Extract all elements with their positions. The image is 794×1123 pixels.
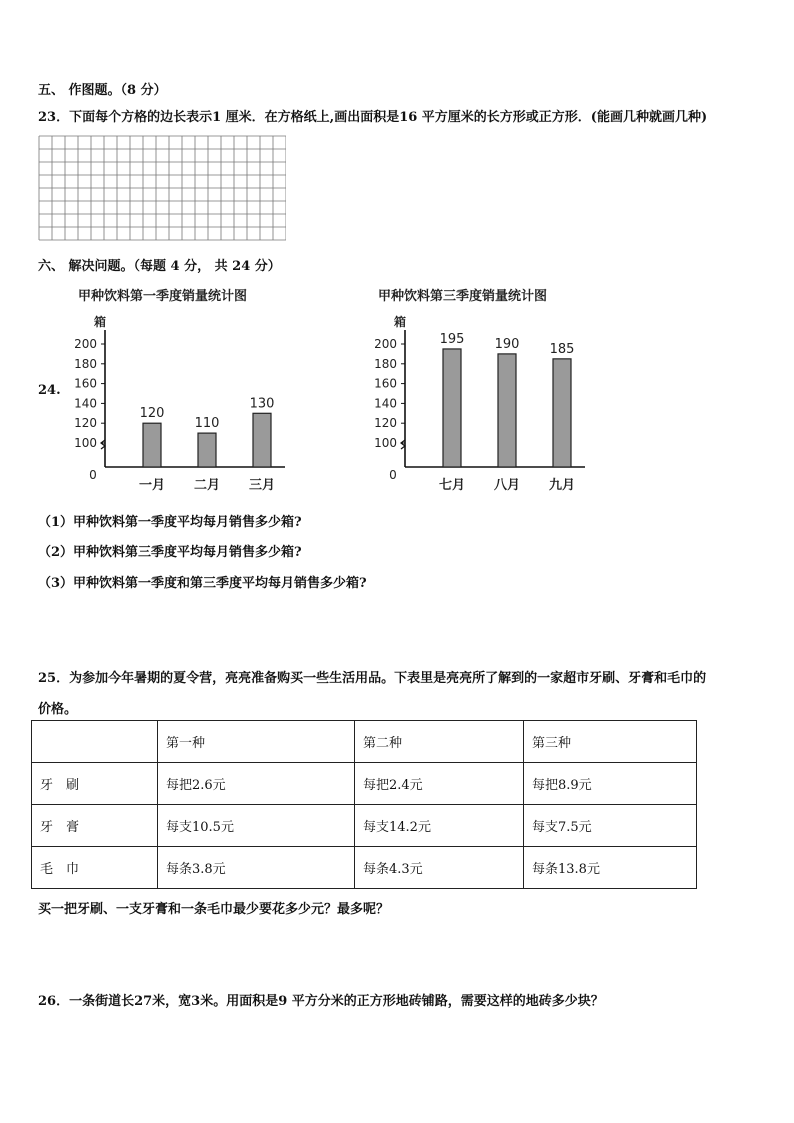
bar — [498, 354, 516, 467]
bar — [553, 359, 571, 467]
table-cell: 每条3.8元 — [158, 847, 355, 889]
table-cell: 每条4.3元 — [355, 847, 524, 889]
y-tick-label: 100 — [74, 436, 97, 450]
question-24-sub1: （1）甲种饮料第一季度平均每月销售多少箱? — [38, 515, 302, 530]
x-tick-label: 七月 — [438, 478, 466, 493]
table-cell: 牙 刷 — [32, 763, 158, 805]
chart-title: 甲种饮料第三季度销量统计图 — [378, 289, 548, 304]
table-row — [32, 847, 697, 889]
question-25-text-line2: 价格。 — [38, 702, 78, 717]
bar — [143, 423, 161, 467]
question-25-text-line1: 25．为参加今年暑期的夏令营，亮亮准备购买一些生活用品。下表里是亮亮所了解到的一家超市牙刷、牙膏和毛巾的 — [38, 671, 707, 686]
y-tick-label: 200 — [74, 337, 97, 351]
y-tick-label: 100 — [374, 436, 397, 450]
bar — [198, 433, 216, 467]
table-cell: 每支7.5元 — [524, 805, 697, 847]
chart-third-quarter — [360, 280, 600, 495]
y-zero-label: 0 — [389, 468, 397, 482]
table-cell: 每支10.5元 — [158, 805, 355, 847]
x-tick-label: 二月 — [193, 478, 221, 493]
y-tick-label: 180 — [74, 356, 97, 371]
chart-title: 甲种饮料第一季度销量统计图 — [78, 289, 248, 304]
question-24-sub3: （3）甲种饮料第一季度和第三季度平均每月销售多少箱? — [38, 576, 367, 591]
square-grid-paper[interactable] — [38, 135, 286, 245]
bar-value-label: 120 — [139, 406, 165, 422]
price-table — [31, 720, 697, 889]
table-header-cell: 第二种 — [355, 721, 524, 763]
table-row — [32, 805, 697, 847]
y-tick-label: 140 — [74, 396, 97, 411]
bar-value-label: 130 — [249, 396, 275, 412]
bar-value-label: 195 — [439, 331, 465, 347]
section6-heading: 六、 解决问题。（每题 4 分， 共 24 分） — [38, 259, 281, 274]
table-cell: 每把8.9元 — [524, 763, 697, 805]
question-23-text: 23．下面每个方格的边长表示1 厘米．在方格纸上,画出面积是16 平方厘米的长方形或正方形．(能画几种就画几种) — [38, 110, 708, 125]
chart-first-quarter — [60, 280, 300, 495]
table-header-cell — [32, 721, 158, 763]
y-zero-label: 0 — [89, 468, 97, 482]
table-cell: 牙 膏 — [32, 805, 158, 847]
y-tick-label: 160 — [374, 376, 397, 391]
y-tick-label: 180 — [374, 356, 397, 371]
bar-value-label: 185 — [549, 341, 575, 357]
question-24-number: 24. — [38, 383, 61, 398]
y-axis-label: 箱 — [394, 315, 407, 329]
table-cell: 每条13.8元 — [524, 847, 697, 889]
table-header-cell: 第三种 — [524, 721, 697, 763]
bar — [443, 349, 461, 467]
x-tick-label: 三月 — [248, 478, 276, 493]
y-tick-label: 160 — [74, 376, 97, 391]
table-cell: 每把2.4元 — [355, 763, 524, 805]
bar-value-label: 110 — [194, 416, 220, 432]
question-25-question: 买一把牙刷、一支牙膏和一条毛巾最少要花多少元？最多呢？ — [38, 902, 390, 917]
y-tick-label: 140 — [374, 396, 397, 411]
x-tick-label: 一月 — [138, 478, 166, 493]
y-tick-label: 200 — [374, 337, 397, 351]
table-header-cell: 第一种 — [158, 721, 355, 763]
y-tick-label: 120 — [374, 416, 397, 431]
bar — [253, 413, 271, 467]
table-cell: 每支14.2元 — [355, 805, 524, 847]
table-cell: 每把2.6元 — [158, 763, 355, 805]
question-26-text: 26．一条街道长27米，宽3米。用面积是9 平方分米的正方形地砖铺路，需要这样的地砖多少块？ — [38, 994, 604, 1009]
bar-value-label: 190 — [494, 336, 520, 352]
x-tick-label: 八月 — [493, 478, 521, 493]
x-tick-label: 九月 — [548, 478, 576, 493]
section5-heading: 五、 作图题。（8 分） — [38, 83, 167, 98]
question-24-sub2: （2）甲种饮料第三季度平均每月销售多少箱? — [38, 545, 302, 560]
table-cell: 毛 巾 — [32, 847, 158, 889]
table-row — [32, 763, 697, 805]
y-tick-label: 120 — [74, 416, 97, 431]
y-axis-label: 箱 — [94, 315, 107, 329]
table-header-row — [32, 721, 697, 763]
